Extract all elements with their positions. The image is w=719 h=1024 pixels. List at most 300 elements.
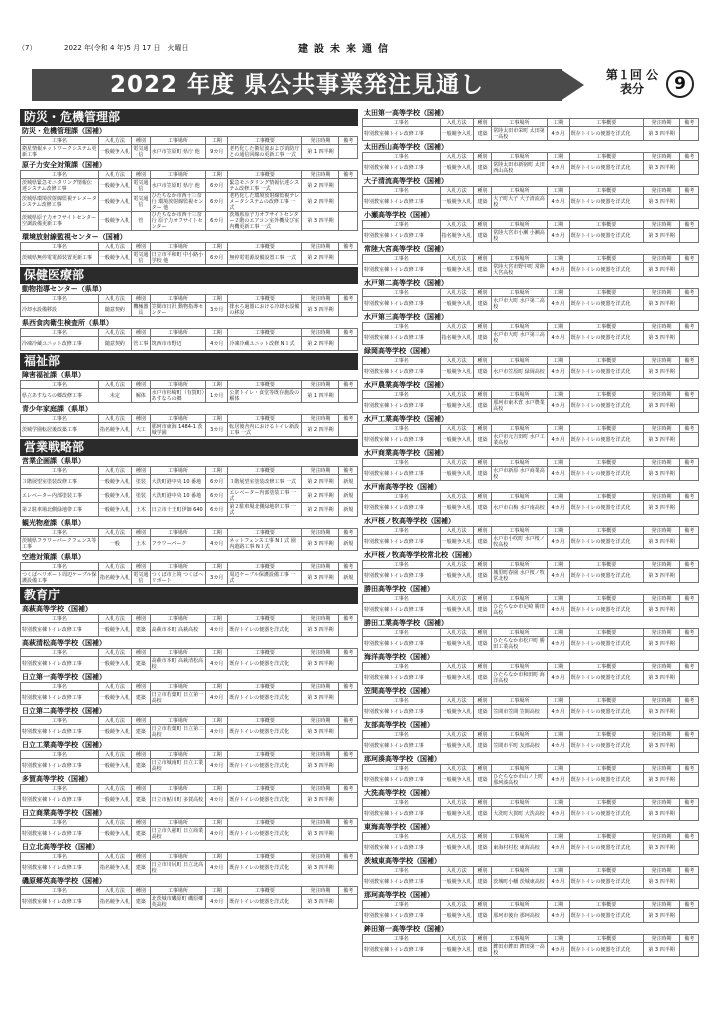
project-table <box>20 818 358 841</box>
col-header-notes: 備考 <box>680 595 699 603</box>
cell-summary: 排水ろ過器における冷却水設備の移設 <box>228 303 302 317</box>
table-header-row <box>21 751 358 759</box>
col-header-timing: 発注時期 <box>302 467 339 475</box>
col-header-bid: 入札方法 <box>98 751 131 759</box>
table-header-row <box>363 187 699 195</box>
cell-summary: 既存トイレの便器を洋式化 <box>569 195 643 209</box>
col-header-summary: 工事概要 <box>228 243 302 251</box>
table-header-row <box>363 731 699 739</box>
col-header-location: 工事場所 <box>492 255 547 263</box>
table-row <box>363 841 699 855</box>
col-header-summary: 工事概要 <box>228 467 302 475</box>
col-header-location: 工事場所 <box>150 295 206 303</box>
col-header-bid: 入札方法 <box>98 381 131 389</box>
col-header-type: 種別 <box>473 357 491 365</box>
col-header-notes: 備考 <box>680 867 699 875</box>
issue-date: 2022 年(令和 4 年)5 月 17 日 火曜日 <box>64 44 189 52</box>
col-header-type: 種別 <box>132 171 151 179</box>
cell-name: 特別教室棟トイレ改修工事 <box>363 807 441 821</box>
cell-period: 4カ月 <box>206 793 228 807</box>
col-header-period: 工期 <box>547 901 569 909</box>
cell-type: 電気通信 <box>132 193 151 212</box>
col-header-notes: 備考 <box>339 563 358 571</box>
cell-bid-method: 指名競争入札 <box>98 861 131 875</box>
cell-name: 特別教室棟トイレ改修工事 <box>21 827 99 841</box>
cell-summary: 緊急モニタリング情報伝達システム改修工事 一式 <box>228 179 302 193</box>
project-table <box>20 648 358 671</box>
cell-location: ひたちなか市西十三奈行 環境放射線監視センター 他 <box>150 193 206 212</box>
project-table <box>362 560 699 583</box>
table-header-row <box>21 563 358 571</box>
project-table <box>20 716 358 739</box>
cell-bid-method: 一般競争入札 <box>440 569 473 583</box>
cell-timing: 第 3 四半期 <box>643 705 680 719</box>
col-header-period: 工期 <box>206 819 228 827</box>
col-header-timing: 発注時期 <box>643 799 680 807</box>
cell-notes <box>680 603 699 617</box>
cell-timing: 第 3 四半期 <box>643 433 680 447</box>
col-header-type: 種別 <box>132 529 151 537</box>
section-heading: 勝田高等学校（国補） <box>364 585 434 593</box>
col-header-summary: 工事概要 <box>569 493 643 501</box>
table-header-row <box>363 153 699 161</box>
cell-location: 那珂市後台 那珂高校 <box>492 909 547 923</box>
table-row <box>363 297 699 311</box>
cell-bid-method: 一般競争入札 <box>98 475 131 489</box>
col-header-timing: 発注時期 <box>302 563 339 571</box>
col-header-notes: 備考 <box>680 357 699 365</box>
cell-summary: ３階展望室塗装改修工事 一式 <box>228 475 302 489</box>
col-header-name: 工事名 <box>363 459 441 467</box>
col-header-location: 工事場所 <box>150 785 206 793</box>
cell-notes <box>680 943 699 957</box>
section-heading: 多賀高等学校（国補） <box>22 775 92 783</box>
col-header-notes: 備考 <box>339 295 358 303</box>
cell-location: 水戸市元吉田町 水戸工業高校 <box>492 433 547 447</box>
col-header-summary: 工事概要 <box>569 867 643 875</box>
cell-bid-method: 一般競争入札 <box>440 841 473 855</box>
col-header-name: 工事名 <box>21 137 99 145</box>
col-header-notes: 備考 <box>680 119 699 127</box>
section-heading: 障害福祉課（県単） <box>22 371 85 379</box>
section-heading: 高萩高等学校（国補） <box>22 605 92 613</box>
cell-summary: 既存トイレの便器を洋式化 <box>569 331 643 345</box>
cell-timing: 第 3 四半期 <box>643 127 680 141</box>
col-header-bid: 入札方法 <box>98 137 131 145</box>
cell-period: 4カ月 <box>547 671 569 685</box>
cell-notes <box>680 705 699 719</box>
col-header-summary: 工事概要 <box>228 853 302 861</box>
cell-location: 日立市平和町 中小路小学校 他 <box>150 251 206 265</box>
department-heading: 教育庁 <box>20 587 358 604</box>
col-header-bid: 入札方法 <box>98 415 131 423</box>
project-table <box>20 886 358 909</box>
col-header-name: 工事名 <box>363 357 441 365</box>
cell-summary: 既存トイレの便器を洋式化 <box>569 773 643 787</box>
table-header-row <box>21 615 358 623</box>
col-header-type: 種別 <box>132 563 151 571</box>
table-header-row <box>21 683 358 691</box>
col-header-summary: 工事概要 <box>228 649 302 657</box>
col-header-type: 種別 <box>132 137 151 145</box>
col-header-period: 工期 <box>547 153 569 161</box>
table-header-row <box>363 493 699 501</box>
table-row <box>21 861 358 875</box>
col-header-location: 工事場所 <box>150 171 206 179</box>
col-header-timing: 発注時期 <box>643 595 680 603</box>
cell-location: 高萩市本町 高萩清松高校 <box>150 657 206 671</box>
cell-notes <box>680 127 699 141</box>
col-header-location: 工事場所 <box>150 415 206 423</box>
col-header-notes: 備考 <box>339 887 358 895</box>
section-heading: 動物指導センター（県単） <box>22 285 106 293</box>
left-column <box>20 108 358 980</box>
cell-bid-method: 一般競争入札 <box>98 827 131 841</box>
col-header-notes: 備考 <box>339 381 358 389</box>
col-header-notes: 備考 <box>339 819 358 827</box>
col-header-type: 種別 <box>473 493 491 501</box>
col-header-notes: 備考 <box>680 663 699 671</box>
cell-type: 建築 <box>473 399 491 413</box>
table-header-row <box>21 529 358 537</box>
section-heading: 空港対策課（県単） <box>22 553 85 561</box>
col-header-location: 工事場所 <box>492 119 547 127</box>
col-header-period: 工期 <box>547 697 569 705</box>
cell-location: 城里町春園 水戸桜ノ牧常北校 <box>492 569 547 583</box>
cell-summary: 既存トイレの便器を洋式化 <box>569 671 643 685</box>
table-row <box>21 623 358 637</box>
table-header-row <box>363 765 699 773</box>
project-table <box>362 288 699 311</box>
page-title: 2022 年度 県公共事業発注見通し <box>109 72 485 98</box>
cell-type: 管工事 <box>132 337 151 351</box>
cell-name: 茨城県フラワーパークフェンス等工事 <box>22 537 97 550</box>
col-header-location: 工事場所 <box>492 697 547 705</box>
cell-type: 建築 <box>473 637 491 651</box>
cell-summary: 既存トイレの便器を洋式化 <box>228 793 302 807</box>
cell-name: 特別教室棟トイレ改修工事 <box>363 297 441 311</box>
cell-period: 6カ月 <box>206 251 228 265</box>
table-header-row <box>21 137 358 145</box>
col-header-notes: 備考 <box>680 323 699 331</box>
cell-type: 電気通信 <box>133 179 149 192</box>
table-header-row <box>363 595 699 603</box>
cell-name: 特別教室棟トイレ改修工事 <box>363 909 441 923</box>
col-header-type: 種別 <box>473 697 491 705</box>
right-column <box>362 108 699 980</box>
cell-location: ひたちなか市西十三奈行 原子力オフサイトセンター <box>150 212 206 231</box>
cell-name: 特別教室棟トイレ改修工事 <box>363 365 441 379</box>
cell-name: 茨城県環境放射線監視テレメータシステム改修工事 <box>21 193 99 212</box>
section-heading: 日立第二高等学校（国補） <box>22 707 106 715</box>
cell-timing: 第 3 四半期 <box>643 569 680 583</box>
cell-location: 水戸市笠原町 県庁 他 <box>150 179 206 193</box>
cell-notes <box>339 179 358 193</box>
project-table <box>20 682 358 705</box>
section-heading: 日立第一高等学校（国補） <box>22 673 106 681</box>
col-header-bid: 入札方法 <box>98 563 131 571</box>
cell-name: 茨城県緊急モニタリング情報伝達システム改修工事 <box>21 179 99 193</box>
table-row <box>363 195 699 209</box>
col-header-timing: 発注時期 <box>643 119 680 127</box>
col-header-period: 工期 <box>206 329 228 337</box>
department-heading: 防災・危機管理部 <box>20 109 358 126</box>
cell-type: 建築 <box>473 875 491 889</box>
project-table <box>20 136 358 159</box>
series-number: 9 <box>666 70 694 98</box>
cell-period: 6カ月 <box>206 489 228 503</box>
col-header-summary: 工事概要 <box>228 887 302 895</box>
table-row <box>21 179 358 193</box>
cell-period: 4カ月 <box>547 841 569 855</box>
cell-summary: 既存トイレの便器を洋式化 <box>569 943 643 957</box>
cell-summary: 茨城県原子力オフサイトセンター２階のエアコン室外機及び室内機更新工事 一式 <box>228 212 302 231</box>
cell-period: 4カ月 <box>547 739 569 753</box>
cell-name: 特別教室棟トイレ改修工事 <box>363 535 441 549</box>
cell-notes <box>680 263 699 277</box>
cell-name: 特別教室棟トイレ改修工事 <box>21 861 99 875</box>
col-header-notes: 備考 <box>680 153 699 161</box>
col-header-notes: 備考 <box>680 187 699 195</box>
cell-summary: 転居後舎内におけるトイレ新設工事 一式 <box>228 423 302 437</box>
cell-type: 管 <box>132 212 151 231</box>
cell-bid-method: 一般競争入札 <box>440 501 473 515</box>
col-header-summary: 工事概要 <box>569 527 643 535</box>
table-row <box>363 569 699 583</box>
project-table <box>20 852 358 875</box>
col-header-bid: 入札方法 <box>440 629 473 637</box>
cell-period: 4カ月 <box>547 603 569 617</box>
table-header-row <box>363 119 699 127</box>
cell-location: 日立市久慈町 日立商業高校 <box>150 827 206 841</box>
col-header-notes: 備考 <box>339 137 358 145</box>
col-header-bid: 入札方法 <box>440 357 473 365</box>
cell-notes <box>680 399 699 413</box>
cell-summary: 既存トイレの便器を洋式化 <box>569 161 643 175</box>
cell-name: 特別教室棟トイレ改修工事 <box>363 569 441 583</box>
col-header-notes: 備考 <box>339 615 358 623</box>
col-header-type: 種別 <box>473 833 491 841</box>
cell-period: 4カ月 <box>206 895 228 909</box>
col-header-period: 工期 <box>547 731 569 739</box>
cell-summary: 既存トイレの便器を洋式化 <box>228 759 302 773</box>
table-row <box>21 759 358 773</box>
cell-timing: 第 3 四半期 <box>302 691 339 705</box>
table-header-row <box>21 415 358 423</box>
cell-location: ひたちなか市足崎 勝田高校 <box>492 603 547 617</box>
col-header-name: 工事名 <box>363 323 441 331</box>
col-header-bid: 入札方法 <box>98 819 131 827</box>
col-header-summary: 工事概要 <box>569 187 643 195</box>
col-header-timing: 発注時期 <box>643 561 680 569</box>
cell-bid-method: 指名競争入札 <box>98 895 131 909</box>
cell-location: 日立市十王町伊師 640 <box>150 503 206 517</box>
cell-timing: 第 2 四半期 <box>302 475 339 489</box>
cell-type: 建築 <box>473 297 491 311</box>
col-header-period: 工期 <box>206 529 228 537</box>
col-header-location: 工事場所 <box>150 819 206 827</box>
cell-location: 日立市川尻町 日立北高校 <box>150 861 206 875</box>
col-header-type: 種別 <box>473 255 491 263</box>
cell-notes <box>680 297 699 311</box>
cell-notes <box>680 501 699 515</box>
cell-period: 4カ月 <box>547 433 569 447</box>
col-header-period: 工期 <box>206 751 228 759</box>
table-row <box>363 875 699 889</box>
table-row <box>363 943 699 957</box>
col-header-period: 工期 <box>206 381 228 389</box>
col-header-name: 工事名 <box>363 697 441 705</box>
col-header-period: 工期 <box>547 425 569 433</box>
table-header-row <box>363 697 699 705</box>
project-table <box>362 526 699 549</box>
cell-name: 特別教室棟トイレ改修工事 <box>363 875 441 889</box>
cell-period: 4カ月 <box>547 535 569 549</box>
col-header-type: 種別 <box>473 187 491 195</box>
cell-type: 建築 <box>132 861 151 875</box>
col-header-bid: 入札方法 <box>98 467 131 475</box>
table-row <box>363 331 699 345</box>
col-header-timing: 発注時期 <box>302 887 339 895</box>
cell-period: 4カ月 <box>547 501 569 515</box>
table-header-row <box>363 459 699 467</box>
cell-bid-method: 一般競争入札 <box>98 503 131 517</box>
cell-notes <box>339 193 358 212</box>
cell-name: 特別教室棟トイレ改修工事 <box>363 773 441 787</box>
table-row <box>21 337 358 351</box>
cell-location: 鉾田市鉾田 鉾田第一高校 <box>492 943 547 957</box>
cell-name: 特別教室棟トイレ改修工事 <box>21 725 99 739</box>
col-header-location: 工事場所 <box>492 867 547 875</box>
cell-name: 特別教室棟トイレ改修工事 <box>363 161 441 175</box>
cell-type: 建築 <box>473 501 491 515</box>
cell-location: 常陸大宮市野中町 常陸大宮高校 <box>492 263 547 277</box>
col-header-location: 工事場所 <box>492 833 547 841</box>
col-header-type: 種別 <box>473 391 491 399</box>
col-header-name: 工事名 <box>21 853 99 861</box>
col-header-timing: 発注時期 <box>643 867 680 875</box>
cell-timing: 第 2 四半期 <box>302 179 339 193</box>
cell-type: 建築 <box>132 691 151 705</box>
col-header-notes: 備考 <box>339 683 358 691</box>
cell-location: 笠間市平町 友部高校 <box>492 739 547 753</box>
col-header-bid: 入札方法 <box>440 221 473 229</box>
col-header-notes: 備考 <box>680 697 699 705</box>
cell-timing: 第 3 四半期 <box>643 637 680 651</box>
col-header-timing: 発注時期 <box>643 901 680 909</box>
cell-timing: 第 2 四半期 <box>302 193 339 212</box>
col-header-bid: 入札方法 <box>440 459 473 467</box>
col-header-name: 工事名 <box>21 649 99 657</box>
cell-timing: 第 3 四半期 <box>643 739 680 753</box>
cell-type: 建築 <box>473 161 491 175</box>
table-row <box>363 739 699 753</box>
section-heading: 友部高等学校（国補） <box>364 721 434 729</box>
col-header-name: 工事名 <box>363 289 441 297</box>
cell-name: 特別教室棟トイレ改修工事 <box>21 759 99 773</box>
cell-name: 茨城県原子力オフサイトセンター空調設備更新工事 <box>21 212 99 231</box>
cell-name: 特別教室棟トイレ改修工事 <box>363 399 441 413</box>
col-header-timing: 発注時期 <box>643 289 680 297</box>
section-heading: 那珂高等学校（国補） <box>364 891 434 899</box>
cell-timing: 第 3 四半期 <box>302 657 339 671</box>
cell-notes: 新規 <box>339 489 358 503</box>
table-header-row <box>363 323 699 331</box>
col-header-name: 工事名 <box>21 563 99 571</box>
cell-summary: 既存トイレの便器を洋式化 <box>228 657 302 671</box>
col-header-bid: 入札方法 <box>440 493 473 501</box>
col-header-summary: 工事概要 <box>569 357 643 365</box>
col-header-summary: 工事概要 <box>228 171 302 179</box>
col-header-location: 工事場所 <box>150 717 206 725</box>
cell-name: ３階展望室塗装改修工事 <box>21 475 99 489</box>
col-header-notes: 備考 <box>339 717 358 725</box>
cell-timing: 第 3 四半期 <box>643 603 680 617</box>
col-header-name: 工事名 <box>21 717 99 725</box>
section-heading: 水戸農業高等学校（国補） <box>364 381 448 389</box>
cell-type: 建築 <box>132 623 151 637</box>
cell-period: 3カ月 <box>206 423 228 437</box>
col-header-period: 工期 <box>547 391 569 399</box>
table-row <box>21 827 358 841</box>
col-header-type: 種別 <box>473 731 491 739</box>
col-header-bid: 入札方法 <box>440 595 473 603</box>
col-header-bid: 入札方法 <box>98 785 131 793</box>
col-header-type: 種別 <box>132 243 151 251</box>
cell-type: 土木 <box>132 537 151 551</box>
cell-notes <box>680 331 699 345</box>
cell-timing: 第 3 四半期 <box>643 671 680 685</box>
project-table <box>362 594 699 617</box>
table-row <box>363 467 699 481</box>
cell-bid-method: 一般競争入札 <box>98 691 131 705</box>
col-header-summary: 工事概要 <box>569 901 643 909</box>
cell-location: 筑西市市野辺 <box>150 337 206 351</box>
cell-bid-method: 一般競争入札 <box>98 623 131 637</box>
col-header-type: 種別 <box>132 751 151 759</box>
col-header-location: 工事場所 <box>150 137 206 145</box>
col-header-period: 工期 <box>547 255 569 263</box>
cell-bid-method: 一般競争入札 <box>98 212 131 231</box>
cell-type: 建築 <box>473 195 491 209</box>
col-header-type: 種別 <box>473 323 491 331</box>
col-header-name: 工事名 <box>363 867 441 875</box>
col-header-period: 工期 <box>547 867 569 875</box>
project-table <box>362 764 699 787</box>
col-header-notes: 備考 <box>339 171 358 179</box>
col-header-bid: 入札方法 <box>98 243 131 251</box>
table-row <box>21 193 358 212</box>
cell-bid-method: 一般 <box>98 537 131 551</box>
col-header-period: 工期 <box>547 629 569 637</box>
table-header-row <box>363 289 699 297</box>
col-header-timing: 発注時期 <box>302 649 339 657</box>
col-header-name: 工事名 <box>363 833 441 841</box>
col-header-name: 工事名 <box>21 171 99 179</box>
col-header-type: 種別 <box>132 415 151 423</box>
cell-notes <box>680 467 699 481</box>
cell-type: 建築 <box>473 127 491 141</box>
col-header-summary: 工事概要 <box>569 323 643 331</box>
cell-period: 4カ月 <box>547 467 569 481</box>
cell-name: 特別教室棟トイレ改修工事 <box>21 895 99 909</box>
cell-bid-method: 一般競争入札 <box>440 399 473 413</box>
cell-location: 水戸市大町 水戸第二高校 <box>492 297 547 311</box>
col-header-timing: 発注時期 <box>302 137 339 145</box>
table-row <box>363 399 699 413</box>
col-header-summary: 工事概要 <box>569 629 643 637</box>
cell-notes <box>339 389 358 403</box>
